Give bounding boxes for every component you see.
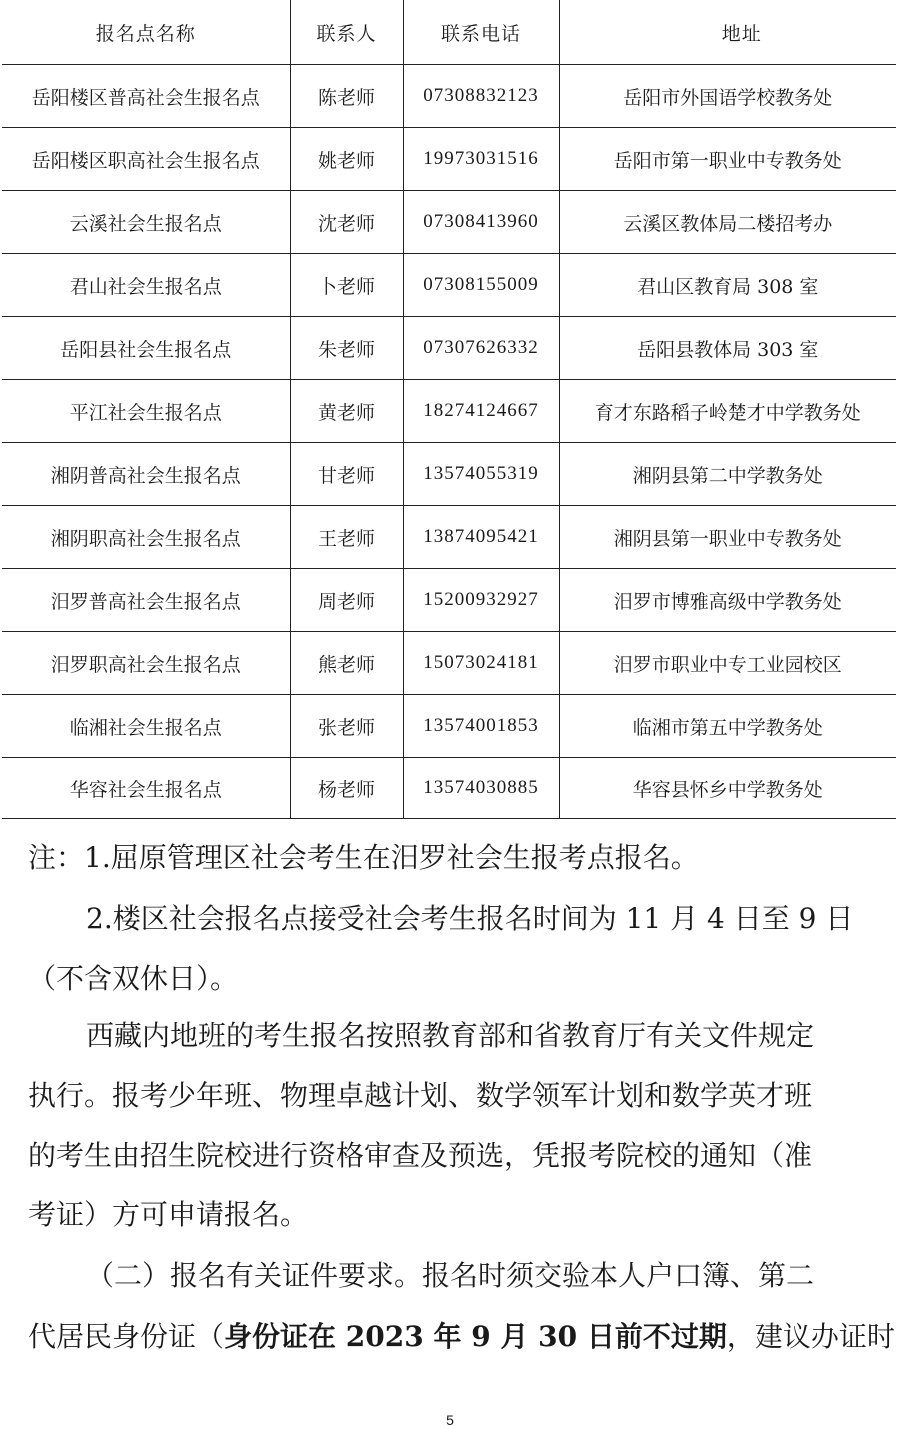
- paragraph-2-text-tail: ，建议办证时: [726, 1320, 895, 1353]
- cell-point-name: 君山社会生报名点: [2, 254, 290, 317]
- cell-contact: 姚老师: [290, 128, 403, 191]
- table-row: [2, 758, 896, 819]
- paragraph-2-line-2: [28, 1320, 895, 1353]
- cell-phone: 19973031516: [403, 128, 559, 191]
- cell-point-name: 汨罗职高社会生报名点: [2, 632, 290, 695]
- paragraph-1-line-2: 执行。报考少年班、物理卓越计划、数学领军计划和数学英才班: [28, 1079, 813, 1112]
- table-row: [2, 128, 896, 191]
- cell-contact: 陈老师: [290, 65, 403, 128]
- cell-point-name: 岳阳楼区普高社会生报名点: [2, 65, 290, 128]
- cell-address: 君山区教育局 308 室: [559, 254, 896, 317]
- table-row: [2, 695, 896, 758]
- header-contact: 联系人: [290, 0, 403, 65]
- cell-address: 湘阴县第二中学教务处: [559, 443, 896, 506]
- cell-contact: 杨老师: [290, 758, 403, 819]
- cell-phone: 07307626332: [403, 317, 559, 380]
- cell-address: 汨罗市博雅高级中学教务处: [559, 569, 896, 632]
- page-number: 5: [446, 1412, 454, 1428]
- table-row: [2, 380, 896, 443]
- cell-point-name: 汨罗普高社会生报名点: [2, 569, 290, 632]
- paragraph-1-line-3: 的考生由招生院校进行资格审查及预选，凭报考院校的通知（准: [28, 1139, 813, 1172]
- cell-point-name: 临湘社会生报名点: [2, 695, 290, 758]
- cell-phone: 18274124667: [403, 380, 559, 443]
- cell-phone: 15073024181: [403, 632, 559, 695]
- cell-contact: 甘老师: [290, 443, 403, 506]
- header-phone: 联系电话: [403, 0, 559, 65]
- table-row: [2, 65, 896, 128]
- cell-point-name: 平江社会生报名点: [2, 380, 290, 443]
- cell-contact: 张老师: [290, 695, 403, 758]
- paragraph-1-line-1: 西藏内地班的考生报名按照教育部和省教育厅有关文件规定: [86, 1019, 815, 1052]
- table-header-row: [2, 0, 896, 65]
- note-2-line-1: 2.楼区社会报名点接受社会考生报名时间为 11 月 4 日至 9 日: [86, 902, 854, 935]
- cell-contact: 卜老师: [290, 254, 403, 317]
- registration-points-table: [2, 0, 896, 819]
- cell-contact: 熊老师: [290, 632, 403, 695]
- table-row: [2, 317, 896, 380]
- table-row: [2, 632, 896, 695]
- cell-address: 临湘市第五中学教务处: [559, 695, 896, 758]
- paragraph-2-line-1: （二）报名有关证件要求。报名时须交验本人户口簿、第二: [86, 1259, 815, 1292]
- cell-point-name: 岳阳县社会生报名点: [2, 317, 290, 380]
- cell-phone: 13574030885: [403, 758, 559, 819]
- cell-phone: 07308413960: [403, 191, 559, 254]
- cell-contact: 沈老师: [290, 191, 403, 254]
- table-row: [2, 506, 896, 569]
- cell-point-name: 华容社会生报名点: [2, 758, 290, 819]
- note-1: 注：1.屈原管理区社会考生在汨罗社会生报考点报名。: [28, 841, 699, 874]
- cell-contact: 朱老师: [290, 317, 403, 380]
- cell-address: 岳阳县教体局 303 室: [559, 317, 896, 380]
- cell-address: 华容县怀乡中学教务处: [559, 758, 896, 819]
- cell-address: 湘阴县第一职业中专教务处: [559, 506, 896, 569]
- cell-contact: 王老师: [290, 506, 403, 569]
- table-row: [2, 191, 896, 254]
- cell-address: 育才东路稻子岭楚才中学教务处: [559, 380, 896, 443]
- cell-address: 岳阳市第一职业中专教务处: [559, 128, 896, 191]
- header-address: 地址: [559, 0, 896, 65]
- cell-phone: 13574001853: [403, 695, 559, 758]
- cell-point-name: 云溪社会生报名点: [2, 191, 290, 254]
- header-name: 报名点名称: [2, 0, 290, 65]
- cell-phone: 13874095421: [403, 506, 559, 569]
- table-row: [2, 569, 896, 632]
- cell-phone: 13574055319: [403, 443, 559, 506]
- cell-address: 汨罗市职业中专工业园校区: [559, 632, 896, 695]
- cell-contact: 黄老师: [290, 380, 403, 443]
- note-2-line-2: （不含双休日）。: [28, 962, 239, 995]
- paragraph-1-line-4: 考证）方可申请报名。: [28, 1198, 309, 1231]
- cell-phone: 07308832123: [403, 65, 559, 128]
- table-row: [2, 254, 896, 317]
- cell-phone: 07308155009: [403, 254, 559, 317]
- cell-point-name: 湘阴职高社会生报名点: [2, 506, 290, 569]
- cell-phone: 15200932927: [403, 569, 559, 632]
- id-card-validity-emphasis: 身份证在 2023 年 9 月 30 日前不过期: [224, 1320, 727, 1353]
- cell-address: 云溪区教体局二楼招考办: [559, 191, 896, 254]
- cell-address: 岳阳市外国语学校教务处: [559, 65, 896, 128]
- cell-contact: 周老师: [290, 569, 403, 632]
- cell-point-name: 湘阴普高社会生报名点: [2, 443, 290, 506]
- cell-point-name: 岳阳楼区职高社会生报名点: [2, 128, 290, 191]
- table-row: [2, 443, 896, 506]
- paragraph-2-text: 代居民身份证（: [28, 1320, 225, 1353]
